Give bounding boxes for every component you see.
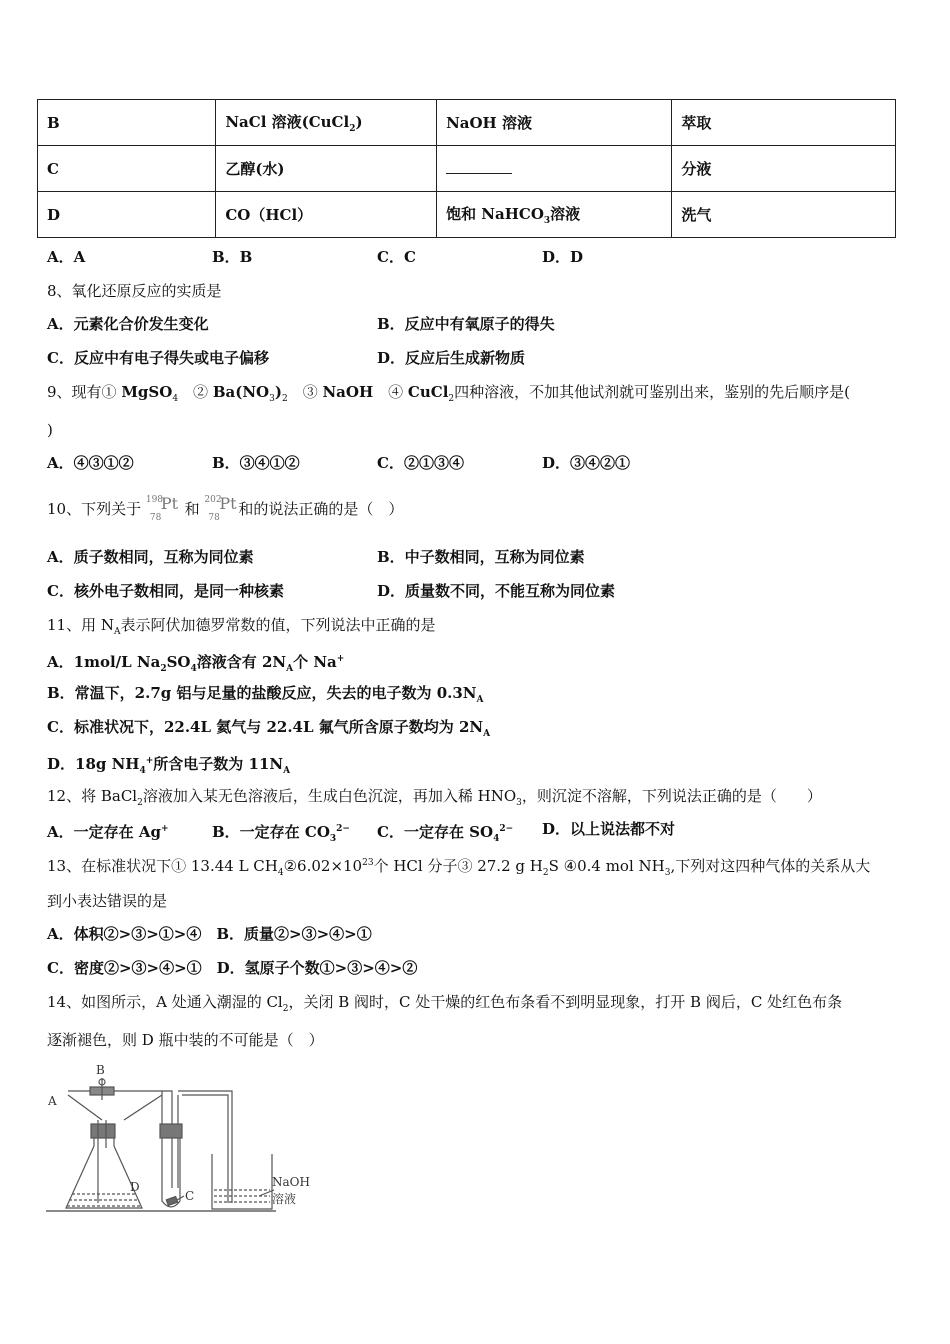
- answer-option: [47, 348, 269, 368]
- reagent-table: [37, 99, 896, 238]
- question-stem: [47, 420, 53, 440]
- text-run: C．②①③④: [377, 454, 464, 472]
- subscript: 2: [160, 664, 167, 674]
- text-run: 饱和 NaHCO: [446, 205, 544, 223]
- answer-option: [47, 717, 490, 744]
- question-stem: [47, 992, 842, 1019]
- text-run: D．③④②①: [542, 454, 631, 472]
- question-stem: [47, 494, 404, 523]
- subscript: A: [476, 695, 484, 705]
- answer-option: [377, 819, 513, 849]
- text-run: SO: [166, 653, 191, 671]
- text-run: 四种溶液，不加其他试剂就可鉴别出来，鉴别的先后顺序是(: [454, 383, 850, 401]
- label-naoh: NaOH: [272, 1175, 310, 1189]
- answer-option: [47, 453, 134, 473]
- text-run: C: [47, 159, 59, 178]
- text-run: C．密度②>③>④>① D．氢原子个数①>③>④>②: [47, 959, 418, 977]
- text-run: A．④③①②: [47, 454, 134, 472]
- answer-option: [47, 751, 290, 781]
- question-stem: [47, 281, 222, 301]
- text-run: 洗气: [681, 206, 712, 224]
- text-run: ,下列对这四种气体的关系从大: [670, 857, 871, 875]
- question-stem: [47, 1030, 324, 1050]
- table-cell: [437, 100, 672, 146]
- subscript: 2: [448, 394, 455, 404]
- text-run: 到小表达错误的是: [47, 892, 168, 910]
- table-cell: [38, 192, 216, 238]
- text-run: B．常温下，2.7g 铝与足量的盐酸反应，失去的电子数为 0.3N: [47, 684, 477, 702]
- element-symbol: Pt: [219, 494, 237, 513]
- superscript: +: [161, 824, 169, 834]
- text-run: 溶液含有 2N: [196, 653, 287, 671]
- answer-option: [377, 348, 525, 368]
- answer-option: [47, 958, 417, 978]
- text-run: 萃取: [681, 114, 712, 132]
- subscript: A: [283, 766, 291, 776]
- outlet-tube: [178, 1091, 232, 1203]
- subscript: A: [286, 664, 294, 674]
- table-cell: [216, 192, 437, 238]
- beaker: [212, 1154, 272, 1209]
- answer-option: [542, 247, 583, 267]
- subscript: 2: [542, 868, 549, 878]
- formula-text: MgSO: [121, 383, 173, 401]
- text-run: C．标准状况下，22.4L 氦气与 22.4L 氟气所含原子数均为 2N: [47, 718, 484, 736]
- text-run: NaOH 溶液: [446, 114, 532, 132]
- table-cell: [216, 100, 437, 146]
- text-run: 9、现有①: [47, 383, 122, 401]
- text-run: 分液: [681, 160, 712, 178]
- text-run: CO（HCl）: [225, 206, 313, 224]
- text-run: 8、氧化还原反应的实质是: [47, 282, 222, 300]
- connecting-tube: [162, 1091, 178, 1188]
- superscript: +: [336, 654, 345, 664]
- nuclide-symbol: [204, 494, 238, 523]
- text-run: NaCl 溶液(CuCl: [225, 113, 350, 131]
- answer-option: [377, 453, 464, 473]
- formula-text: ): [274, 383, 282, 401]
- label-b: B: [96, 1063, 105, 1077]
- question-stem: [47, 382, 850, 409]
- apparatus-diagram: [44, 1058, 324, 1218]
- text-run: 和: [179, 500, 205, 518]
- superscript: 23: [362, 858, 374, 868]
- answer-option: [47, 649, 344, 679]
- text-run: 逐渐褪色，则 D 瓶中装的不可能是（ ）: [47, 1031, 324, 1049]
- text-run: 表示阿伏加德罗常数的值，下列说法中正确的是: [120, 616, 436, 634]
- text-run: S ④0.4 mol NH: [548, 857, 665, 875]
- table-cell: [672, 146, 896, 192]
- answer-option: [212, 247, 252, 267]
- table-cell: [38, 100, 216, 146]
- label-solution: 溶液: [272, 1192, 297, 1206]
- answer-option: [377, 547, 585, 567]
- text-run: B．B: [212, 248, 253, 266]
- text-run: B．中子数相同，互称为同位素: [377, 548, 585, 566]
- flask-stopper: [91, 1124, 115, 1138]
- text-run: ②6.02×10: [283, 857, 363, 875]
- answer-option: [377, 247, 416, 267]
- subscript: 3: [543, 216, 551, 226]
- table-cell: [437, 146, 672, 192]
- text-run: 10、下列关于: [47, 500, 146, 518]
- answer-option: [47, 547, 254, 567]
- text-run: 所含电子数为 11N: [153, 755, 284, 773]
- answer-option: [47, 924, 372, 944]
- text-run: 乙醇(水): [225, 160, 285, 178]
- text-run: C．C: [377, 248, 416, 266]
- table-row: [38, 100, 896, 146]
- subscript: 2: [349, 124, 356, 134]
- blank-line: [446, 161, 512, 174]
- question-stem: [47, 891, 167, 911]
- mass-number: 198: [145, 495, 164, 505]
- text-run: ): [355, 113, 363, 131]
- text-run: A．A: [47, 248, 86, 266]
- test-tube-stopper: [160, 1124, 182, 1138]
- superscript: 2−: [499, 824, 514, 834]
- text-run: D．以上说法都不对: [542, 820, 676, 838]
- label-d: D: [130, 1180, 140, 1194]
- superscript: +: [145, 756, 154, 766]
- table-cell: [38, 146, 216, 192]
- text-run: A．1mol/L Na: [47, 653, 161, 671]
- subscript: 3: [516, 798, 522, 808]
- mass-number: 202: [204, 495, 222, 505]
- nuclide-symbol: [145, 494, 180, 523]
- text-run: B．一定存在 CO: [212, 823, 330, 841]
- question-stem: [47, 615, 436, 642]
- text-run: B．③④①②: [212, 454, 300, 472]
- text-run: A．质子数相同，互称为同位素: [47, 548, 254, 566]
- subscript: A: [483, 729, 491, 739]
- text-run: ，则沉淀不溶解，下列说法正确的是（ ）: [521, 787, 822, 805]
- label-c: C: [185, 1189, 195, 1203]
- subscript: 3: [664, 868, 671, 878]
- table-cell: [216, 146, 437, 192]
- question-stem: [47, 853, 870, 883]
- text-run: A．体积②>③>①>④ B．质量②>③>④>①: [47, 925, 372, 943]
- text-run: D．质量数不同，不能互称为同位素: [377, 582, 616, 600]
- text-run: D: [47, 205, 61, 224]
- label-a: A: [48, 1094, 57, 1108]
- text-run: ②: [178, 383, 213, 401]
- answer-option: [542, 819, 675, 839]
- answer-option: [47, 819, 169, 842]
- superscript: 2−: [336, 824, 350, 834]
- text-run: 溶液: [550, 205, 581, 223]
- table-row: [38, 192, 896, 238]
- subscript: 2: [282, 1004, 289, 1014]
- table-cell: [437, 192, 672, 238]
- subscript: 4: [190, 664, 197, 674]
- subscript: 3: [329, 834, 337, 844]
- test-tube: [162, 1138, 180, 1207]
- text-run: 个 HCl 分子③ 27.2 g H: [373, 857, 543, 875]
- text-run: 11、用 N: [47, 616, 114, 634]
- text-run: A．元素化合价发生变化: [47, 315, 209, 333]
- text-run: C．一定存在 SO: [377, 823, 494, 841]
- text-run: ): [47, 421, 53, 439]
- question-stem: [47, 786, 822, 813]
- subscript: 2: [137, 798, 143, 808]
- text-run: 和的说法正确的是（ ）: [238, 500, 404, 518]
- subscript: 2: [281, 394, 288, 404]
- table-cell: [672, 192, 896, 238]
- atomic-number: 78: [149, 513, 162, 523]
- answer-option: [377, 314, 555, 334]
- answer-option: [47, 581, 284, 601]
- answer-option: [47, 314, 209, 334]
- answer-option: [542, 453, 630, 473]
- subscript: 4: [139, 766, 146, 776]
- text-run: C．反应中有电子得失或电子偏移: [47, 349, 269, 367]
- answer-option: [212, 453, 300, 473]
- text-run: D．反应后生成新物质: [377, 349, 526, 367]
- table-row: [38, 146, 896, 192]
- answer-option: [377, 581, 615, 601]
- element-symbol: Pt: [160, 494, 179, 513]
- text-run: ，关闭 B 阀时，C 处干燥的红色布条看不到明显现象，打开 B 阀后，C 处红色布条: [288, 993, 843, 1011]
- red-cloth-c: [166, 1196, 177, 1205]
- text-run: A．一定存在 Ag: [47, 823, 161, 841]
- table-cell: [672, 100, 896, 146]
- text-run: 14、如图所示，A 处通入潮湿的 Cl: [47, 993, 283, 1011]
- text-run: 溶液加入某无色溶液后，生成白色沉淀，再加入稀 HNO: [142, 787, 517, 805]
- answer-option: [47, 683, 484, 710]
- formula-text: NaOH: [322, 383, 374, 401]
- formula-text: Ba(NO: [212, 383, 270, 401]
- subscript: 4: [172, 394, 179, 404]
- subscript: A: [113, 627, 121, 637]
- text-run: D．D: [542, 248, 584, 266]
- answer-option: [212, 819, 350, 849]
- subscript: 4: [277, 868, 284, 878]
- text-run: 12、将 BaCl: [47, 787, 138, 805]
- text-run: 个 Na: [293, 653, 337, 671]
- subscript: 3: [269, 394, 275, 404]
- text-run: B: [47, 113, 60, 132]
- text-run: C．核外电子数相同，是同一种核素: [47, 582, 284, 600]
- answer-option: [47, 247, 85, 267]
- text-run: 13、在标准状况下① 13.44 L CH: [47, 857, 278, 875]
- text-run: B．反应中有氧原子的得失: [377, 315, 555, 333]
- subscript: 4: [493, 834, 500, 844]
- conical-flask-d: [66, 1138, 142, 1208]
- atomic-number: 78: [208, 513, 220, 523]
- text-run: ③: [287, 383, 323, 401]
- text-run: D．18g NH: [47, 755, 140, 773]
- formula-text: CuCl: [407, 383, 449, 401]
- text-run: ④: [373, 383, 408, 401]
